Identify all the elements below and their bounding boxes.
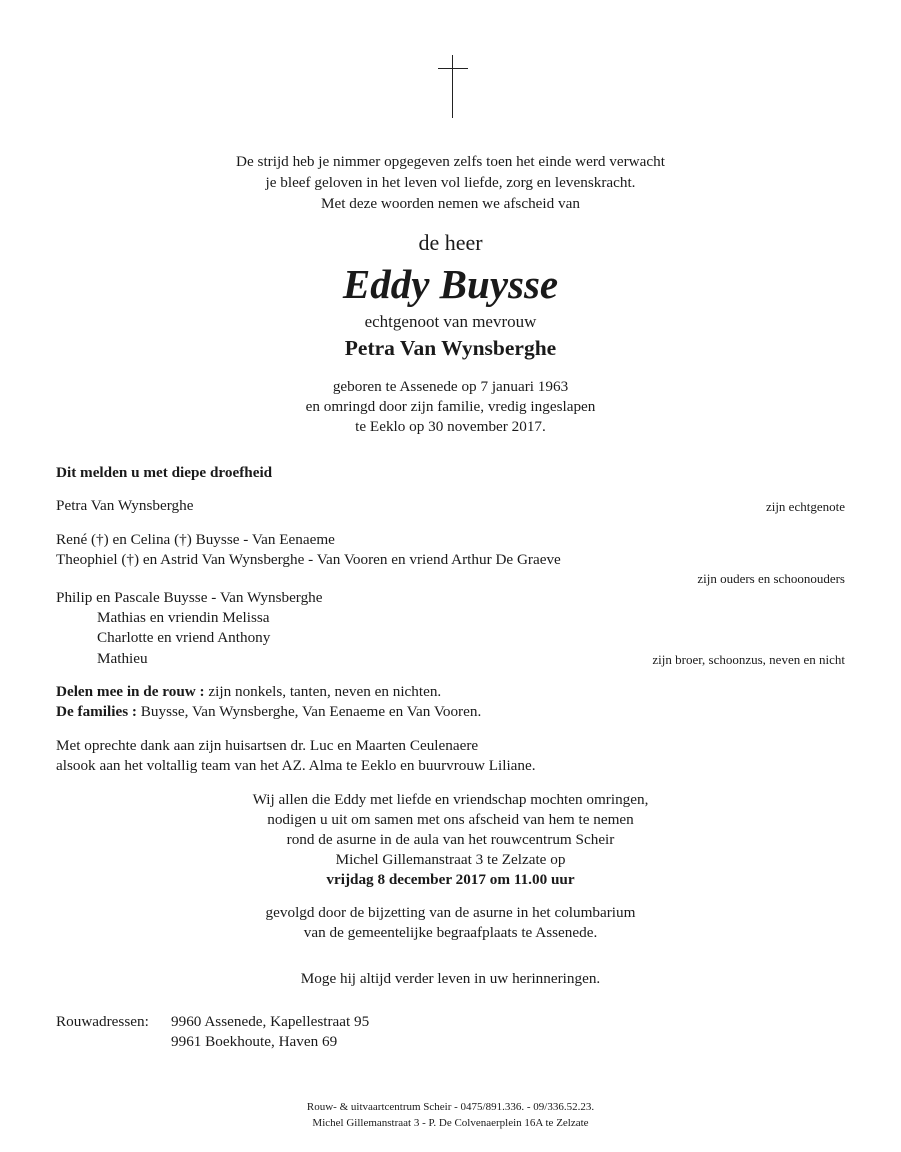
family-child-line: Mathias en vriendin Melissa xyxy=(97,609,270,626)
deceased-name: Eddy Buysse xyxy=(342,261,559,307)
spouse-intro: echtgenoot van mevrouw xyxy=(364,312,537,331)
title-prefix: de heer xyxy=(418,230,483,255)
ceremony-datetime: vrijdag 8 december 2017 om 11.00 uur xyxy=(326,871,575,888)
address-line: 9960 Assenede, Kapellestraat 95 xyxy=(171,1013,370,1030)
spouse-name: Petra Van Wynsberghe xyxy=(344,336,557,360)
families-line xyxy=(56,702,481,722)
family-child-line: Mathieu xyxy=(97,650,148,667)
thanks-line: Met oprechte dank aan zijn huisartsen dr. Luc en Maarten Ceulenaere xyxy=(56,737,479,754)
families-text: Buysse, Van Wynsberghe, Van Eenaeme en Van Vooren. xyxy=(136,703,482,720)
verse-line: je bleef geloven in het leven vol liefde, zorg en levenskracht. xyxy=(265,174,636,191)
family-parents-line: René (†) en Celina (†) Buysse - Van Eenaeme xyxy=(56,531,335,548)
footer-line: Michel Gillemanstraat 3 - P. De Colvenaerplein 16A te Zelzate xyxy=(312,1117,589,1129)
verse-line: Met deze woorden nemen we afscheid van xyxy=(321,195,580,212)
invitation-line: Michel Gillemanstraat 3 te Zelzate op xyxy=(335,851,566,868)
family-spouse-name: Petra Van Wynsberghe xyxy=(56,497,194,514)
families-label: De families : xyxy=(56,703,137,720)
thanks-line: alsook aan het voltallig team van het AZ. Alma te Eeklo en buurvrouw Liliane. xyxy=(56,757,536,774)
mourning-text: zijn nonkels, tanten, neven en nichten. xyxy=(204,683,442,700)
date-line: te Eeklo op 30 november 2017. xyxy=(355,418,546,435)
addresses-label: Rouwadressen: xyxy=(56,1013,149,1030)
date-line: en omringd door zijn familie, vredig ingeslapen xyxy=(305,398,596,415)
family-parents-relation: zijn ouders en schoonouders xyxy=(697,571,845,586)
footer-line: Rouw- & uitvaartcentrum Scheir - 0475/891.336. - 09/336.52.23. xyxy=(306,1101,595,1113)
verse-line: De strijd heb je nimmer opgegeven zelfs toen het einde werd verwacht xyxy=(236,153,665,170)
cross-icon xyxy=(438,55,468,118)
date-line: geboren te Assenede op 7 januari 1963 xyxy=(332,378,569,395)
invitation-line: nodigen u uit om samen met ons afscheid van hem te nemen xyxy=(267,811,634,828)
closing-line: Moge hij altijd verder leven in uw herinneringen. xyxy=(300,970,601,987)
announce-heading: Dit melden u met diepe droefheid xyxy=(56,464,273,481)
mourning-line xyxy=(56,682,441,702)
family-parents-line: Theophiel (†) en Astrid Van Wynsberghe - Van Vooren en vriend Arthur De Graeve xyxy=(56,551,561,568)
family-siblings-relation: zijn broer, schoonzus, neven en nicht xyxy=(652,652,845,667)
invitation-line: Wij allen die Eddy met liefde en vriendschap mochten omringen, xyxy=(252,791,649,808)
family-spouse-relation: zijn echtgenote xyxy=(765,499,845,514)
invitation-line: rond de asurne in de aula van het rouwcentrum Scheir xyxy=(286,831,615,848)
family-child-line: Charlotte en vriend Anthony xyxy=(97,629,271,646)
family-sibling-line: Philip en Pascale Buysse - Van Wynsberghe xyxy=(56,589,323,606)
mourning-label: Delen mee in de rouw : xyxy=(56,683,205,700)
address-line: 9961 Boekhoute, Haven 69 xyxy=(171,1033,338,1050)
burial-line: gevolgd door de bijzetting van de asurne in het columbarium xyxy=(265,904,636,921)
burial-line: van de gemeentelijke begraafplaats te Assenede. xyxy=(303,924,598,941)
